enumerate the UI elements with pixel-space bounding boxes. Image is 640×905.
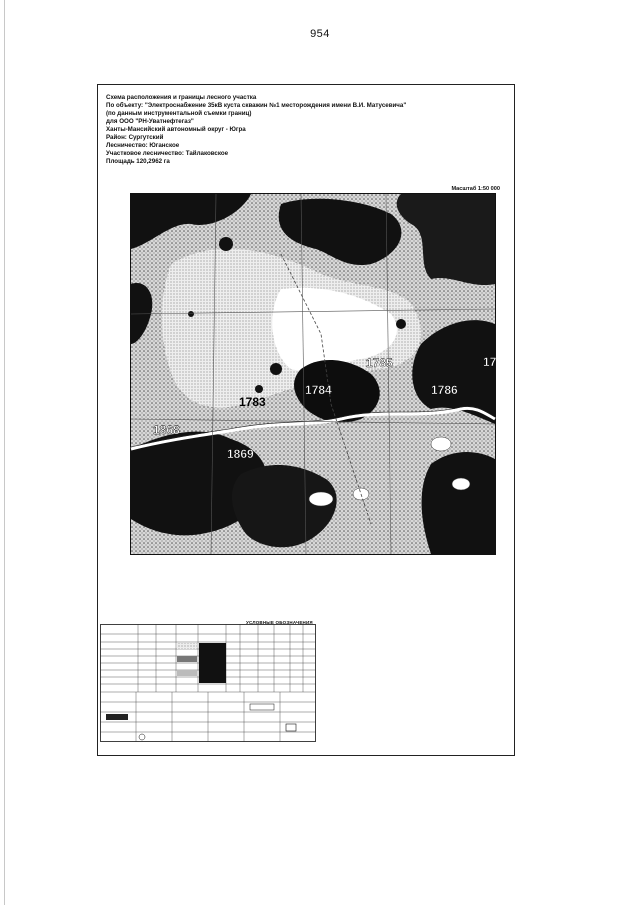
legend-swatch-grey bbox=[177, 656, 197, 662]
header-area: Площадь 120,2962 га bbox=[106, 158, 170, 165]
legend-symbol-box bbox=[286, 724, 296, 731]
forest-patch bbox=[219, 237, 233, 251]
quarter-label-1869: 1869 bbox=[227, 447, 254, 461]
header-region: Ханты-Мансийский автономный округ - Югра bbox=[106, 126, 246, 133]
lake bbox=[452, 478, 470, 490]
forest-patch bbox=[255, 385, 263, 393]
header-object: По объекту: "Электроснабжение 35кВ куста скважин №1 месторождения имени В.И. Матусевича" bbox=[106, 102, 407, 109]
header-client: для ООО "РН-Уватнефтегаз" bbox=[106, 118, 194, 125]
scale-label: Масштаб 1:50 000 bbox=[451, 186, 500, 192]
quarter-label-1784: 1784 bbox=[305, 383, 332, 397]
scheme-header bbox=[106, 94, 506, 166]
legend-swatch-forest bbox=[199, 643, 226, 683]
legend-swatch-lake bbox=[250, 704, 274, 710]
legend-title: УСЛОВНЫЕ ОБОЗНАЧЕНИЯ bbox=[246, 620, 313, 625]
page-edge-rule bbox=[4, 0, 5, 905]
scheme-frame bbox=[97, 84, 515, 756]
quarter-label-17: 17 bbox=[483, 355, 497, 369]
legend-swatch-road bbox=[106, 714, 128, 720]
forest-patch bbox=[396, 319, 406, 329]
forest-map bbox=[130, 193, 496, 555]
map-canvas bbox=[131, 194, 495, 554]
header-forestry: Лесничество: Юганское bbox=[106, 142, 180, 149]
header-title: Схема расположения и границы лесного участка bbox=[106, 94, 257, 101]
forest-patch bbox=[270, 363, 282, 375]
header-local-forestry: Участковое лесничество: Тайлаковское bbox=[106, 150, 229, 157]
quarter-label-1868: 1868 bbox=[153, 423, 180, 437]
page-number: 954 bbox=[310, 28, 330, 40]
quarter-label-1786: 1786 bbox=[431, 383, 458, 397]
legend-swatch-light bbox=[177, 670, 197, 676]
legend-swatch-stipple bbox=[177, 643, 197, 649]
quarter-label-1785: 1785 bbox=[366, 356, 393, 370]
legend-table bbox=[100, 624, 316, 742]
forest-patch bbox=[188, 311, 194, 317]
legend-grid bbox=[100, 624, 316, 742]
header-district: Район: Сургутский bbox=[106, 134, 164, 141]
forest-southeast bbox=[422, 452, 495, 554]
header-survey-note: (по данным инструментальной съемки границ) bbox=[106, 110, 252, 117]
lake bbox=[431, 437, 451, 451]
lake bbox=[309, 492, 333, 506]
quarter-label-1783: 1783 bbox=[239, 395, 266, 409]
